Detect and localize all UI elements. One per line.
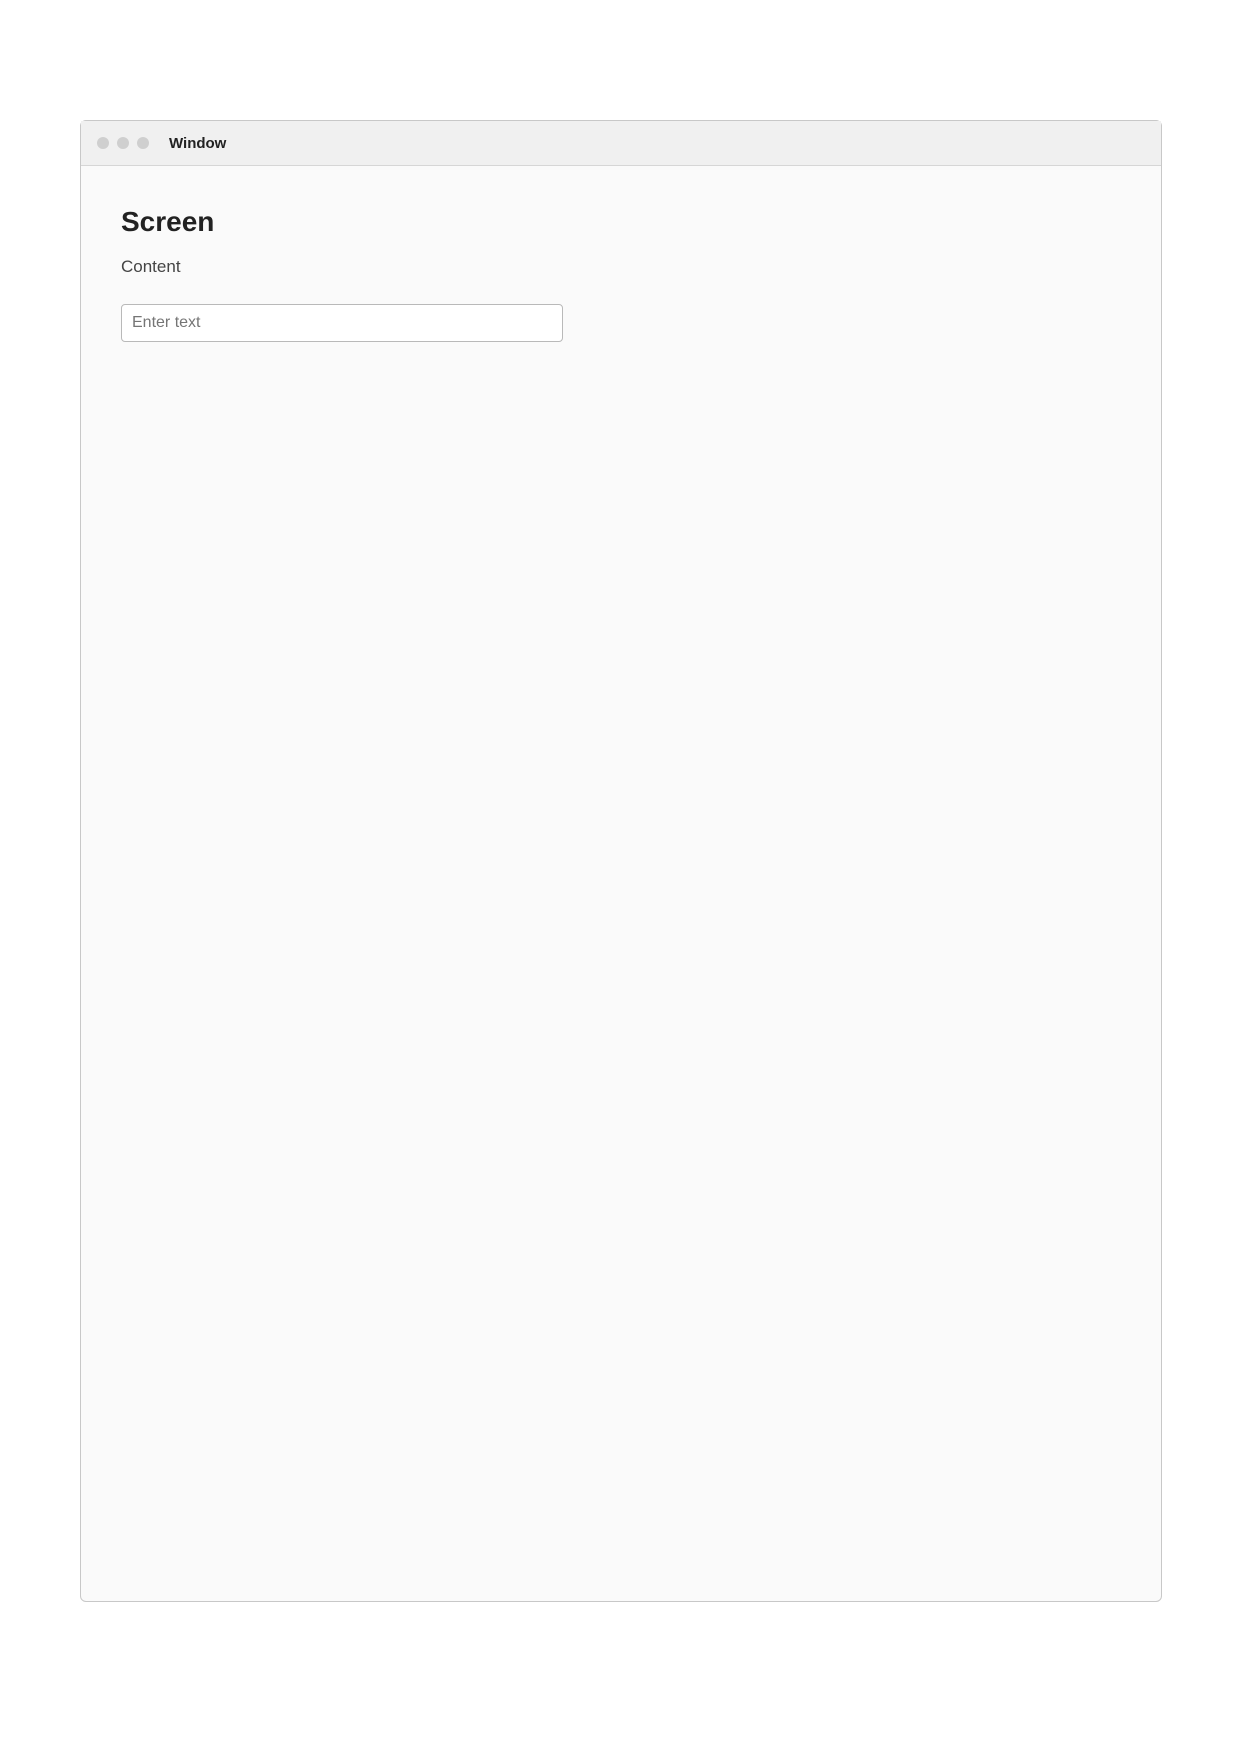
close-icon[interactable] xyxy=(97,137,109,149)
text-input[interactable] xyxy=(121,304,563,342)
body-text: Content xyxy=(121,257,181,276)
title-bar xyxy=(81,121,1161,166)
minimize-icon[interactable] xyxy=(117,137,129,149)
app-window xyxy=(80,120,1162,1602)
window-title: Window xyxy=(169,134,227,152)
page-title: Screen xyxy=(121,206,215,237)
maximize-icon[interactable] xyxy=(137,137,149,149)
main-content xyxy=(81,166,1161,382)
